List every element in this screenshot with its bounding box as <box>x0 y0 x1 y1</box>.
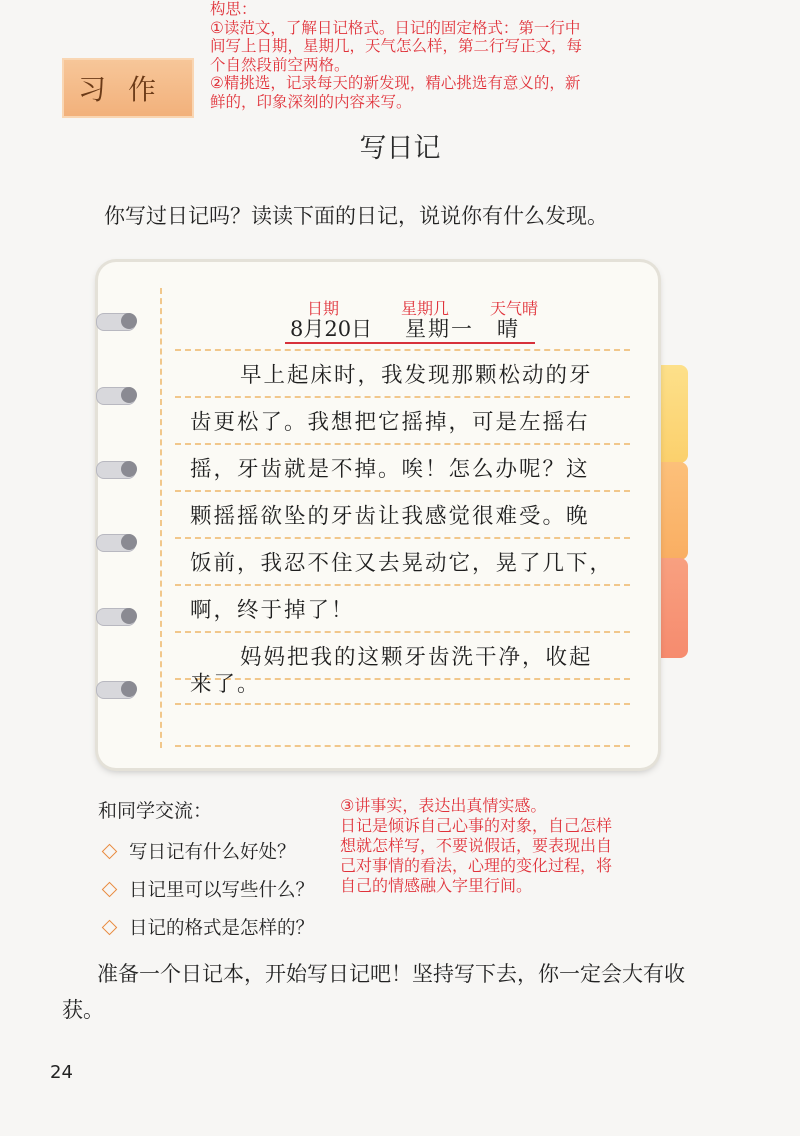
label-weekday: 星期几 <box>401 299 450 318</box>
page-number: 24 <box>50 1062 73 1083</box>
binder-ring-icon <box>96 461 136 479</box>
page-title: 写日记 <box>359 133 441 164</box>
question-text: 日记的格式是怎样的？ <box>129 918 315 939</box>
diamond-bullet-icon <box>102 881 118 897</box>
annotation-line: ③讲事实，表达出真情实感。 <box>340 796 547 815</box>
question-item <box>104 838 296 864</box>
binder-ring-icon <box>96 313 136 331</box>
discussion-heading: 和同学交流： <box>98 800 213 822</box>
diary-weather: 晴 <box>497 317 518 341</box>
question-item <box>104 876 314 902</box>
ruled-line <box>175 443 630 445</box>
date-underline <box>285 342 535 344</box>
annotation-line: 间写上日期，星期几，天气怎么样，第二行写正文，每 <box>210 37 583 55</box>
diary-line: 来了。 <box>190 672 261 697</box>
question-item <box>104 914 314 940</box>
diary-line: 饭前，我忍不住又去晃动它，晃了几下， <box>190 551 614 576</box>
diary-line: 摇，牙齿就是不掉。唉！怎么办呢？这 <box>190 457 590 482</box>
annotation-line: 构思： <box>210 0 257 18</box>
diary-weekday: 星期一 <box>405 317 474 341</box>
annotation-line: 己对事情的看法，心理的变化过程，将 <box>340 856 613 875</box>
label-weather: 天气晴 <box>490 299 539 318</box>
annotation-line: ②精挑选，记录每天的新发现，精心挑选有意义的，新 <box>210 74 581 92</box>
ruled-line <box>175 584 630 586</box>
question-text: 写日记有什么好处？ <box>129 842 296 863</box>
diamond-bullet-icon <box>102 919 118 935</box>
annotation-line: 鲜的，印象深刻的内容来写。 <box>210 92 412 111</box>
diary-line: 啊，终于掉了！ <box>190 598 355 623</box>
ruled-line <box>175 490 630 492</box>
diary-line: 早上起床时，我发现那颗松动的牙 <box>240 363 593 388</box>
diary-line: 妈妈把我的这颗牙齿洗干净，收起 <box>240 645 593 670</box>
diamond-bullet-icon <box>102 843 118 859</box>
annotation-line: 个自然段前空两格。 <box>210 55 350 74</box>
annotation-line: 想就怎样写，不要说假话，要表现出自 <box>340 836 613 855</box>
binder-ring-icon <box>96 608 136 626</box>
diary-line: 齿更松了。我想把它摇掉，可是左摇右 <box>190 410 590 435</box>
annotation-line: 自己的情感融入字里行间。 <box>340 876 533 895</box>
intro-text: 你写过日记吗？读读下面的日记，说说你有什么发现。 <box>104 204 608 228</box>
section-label: 习作 <box>62 58 194 118</box>
binder-ring-icon <box>96 387 136 405</box>
ruled-line <box>175 396 630 398</box>
binder-ring-icon <box>96 534 136 552</box>
ruled-line <box>175 349 630 351</box>
ruled-line <box>175 537 630 539</box>
annotation-line: ①读范文，了解日记格式。日记的固定格式：第一行中 <box>210 18 581 37</box>
diary-line: 颗摇摇欲坠的牙齿让我感觉很难受。晚 <box>190 504 590 529</box>
ruled-line <box>175 631 630 633</box>
diary-date: 8月20日 <box>290 317 373 341</box>
question-text: 日记里可以写些什么？ <box>129 880 315 901</box>
closing-paragraph: 准备一个日记本，开始写日记吧！坚持写下去，你一定会大有收获。 <box>62 962 685 1022</box>
annotation-note-top <box>210 0 670 111</box>
annotation-note-mid <box>340 796 670 896</box>
ruled-line <box>175 745 630 747</box>
binder-ring-icon <box>96 681 136 699</box>
label-date: 日期 <box>307 299 340 318</box>
margin-line <box>160 288 162 748</box>
ruled-line <box>175 703 630 705</box>
annotation-line: 日记是倾诉自己心事的对象，自己怎样 <box>340 816 613 835</box>
